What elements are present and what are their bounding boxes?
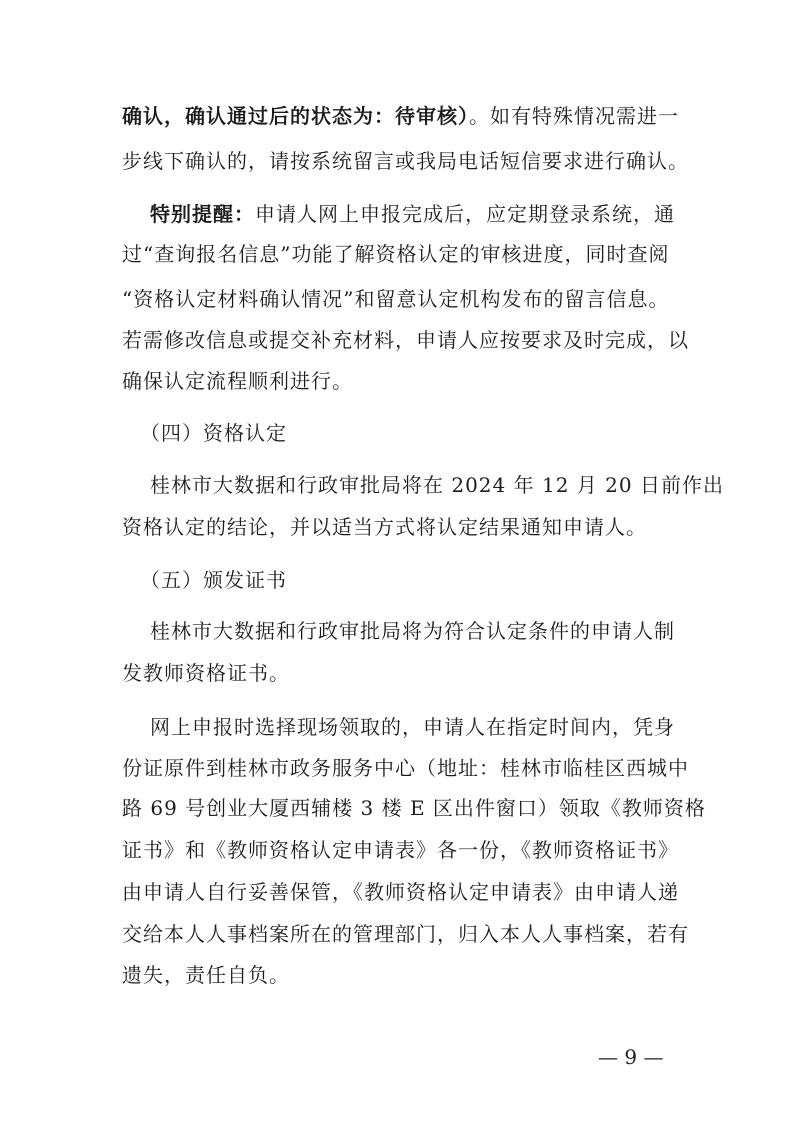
section-heading-certificate: （五）颁发证书 — [140, 568, 287, 592]
text-line: 确保认定流程顺利进行。 — [122, 369, 353, 393]
page-number: — 9 — — [598, 1045, 664, 1069]
text-line — [150, 203, 675, 225]
text-line: “资格认定材料确认情况”和留意认定机构发布的留言信息。 — [122, 287, 670, 311]
text-line: 网上申报时选择现场领取的，申请人在指定时间内，凭身 — [150, 715, 675, 739]
section-heading-qualification: （四）资格认定 — [140, 421, 287, 445]
text-line: 若需修改信息或提交补充材料，申请人应按要求及时完成，以 — [122, 328, 689, 352]
text-line: 资格认定的结论，并以适当方式将认定结果通知申请人。 — [122, 515, 647, 539]
text: 申请人网上申报完成后，应定期登录系统，通 — [255, 202, 675, 226]
text-line: 步线下确认的，请按系统留言或我局电话短信要求进行确认。 — [122, 149, 689, 173]
text-line: 遗失，责任自负。 — [122, 963, 290, 987]
text-line: 桂林市大数据和行政审批局将在 2024 年 12 月 20 日前作出 — [150, 473, 724, 497]
text-line: 路 69 号创业大厦西辅楼 3 楼 E 区出件窗口）领取《教师资格 — [122, 796, 706, 820]
text-line: 交给本人人事档案所在的管理部门，归入本人人事档案，若有 — [122, 922, 689, 946]
text-line: 过“查询报名信息”功能了解资格认定的审核进度，同时查阅 — [122, 242, 670, 266]
bold-text: 确认，确认通过后的状态为：待审核） — [122, 104, 469, 128]
text: 。如有特殊情况需进一 — [469, 104, 679, 128]
text-line — [122, 105, 679, 127]
text-line: 桂林市大数据和行政审批局将为符合认定条件的申请人制 — [150, 619, 675, 643]
text-line: 份证原件到桂林市政务服务中心（地址：桂林市临桂区西城中 — [122, 756, 689, 780]
text-line: 证书》和《教师资格认定申请表》各一份，《教师资格证书》 — [122, 838, 679, 862]
reminder-label: 特别提醒： — [150, 202, 255, 226]
text-line: 发教师资格证书。 — [122, 661, 290, 685]
text-line: 由申请人自行妥善保管，《教师资格认定申请表》由申请人递 — [122, 880, 679, 904]
